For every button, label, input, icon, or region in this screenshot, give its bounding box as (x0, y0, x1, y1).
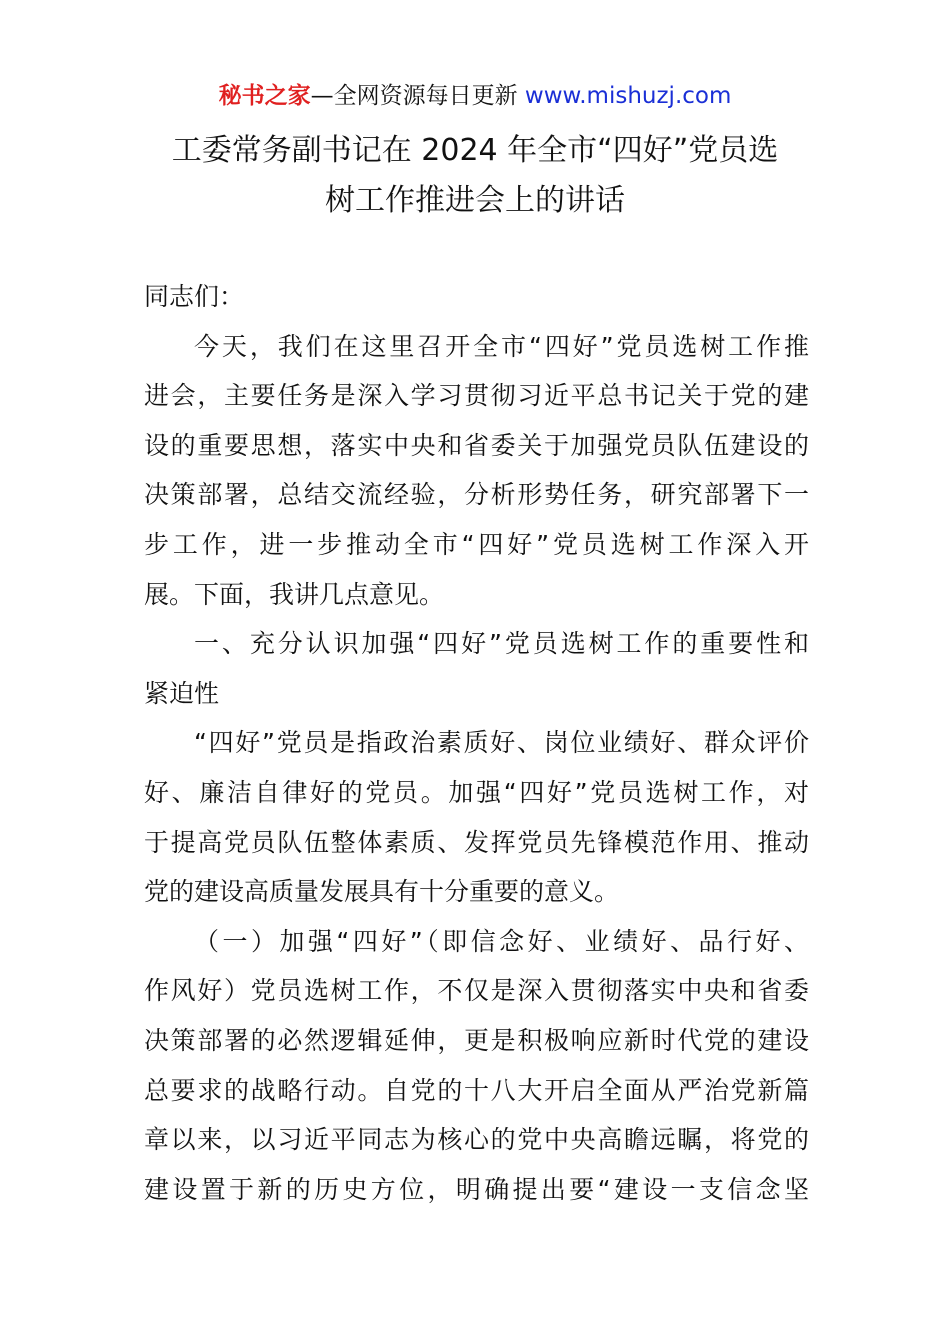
body-line: 建设置于新的历史方位，明确提出要“建设一支信念坚 (144, 1174, 809, 1204)
brand-name: 秘书之家 (218, 83, 311, 109)
body-line: （一）加强“四好”（即信念好、业绩好、品行好、 (194, 926, 809, 956)
body-line: 决策部署，总结交流经验，分析形势任务，研究部署下一 (144, 480, 809, 510)
body-line: 党的建设高质量发展具有十分重要的意义。 (144, 877, 620, 907)
header-tagline: —全网资源每日更新 (310, 83, 518, 109)
body-line: 步工作，进一步推动全市“四好”党员选树工作深入开 (144, 529, 809, 559)
title-line: 工委常务副书记在 2024 年全市“四好”党员选 (171, 133, 779, 168)
title-line: 树工作推进会上的讲话 (325, 183, 625, 218)
body-line: “四好”党员是指政治素质好、岗位业绩好、群众评价 (194, 728, 809, 758)
document-body (144, 272, 809, 1214)
section-heading-line: 紧迫性 (144, 678, 220, 708)
body-line: 设的重要思想，落实中央和省委关于加强党员队伍建设的 (144, 430, 809, 460)
body-line: 作风好）党员选树工作，不仅是深入贯彻落实中央和省委 (144, 976, 809, 1006)
body-line: 决策部署的必然逻辑延伸，更是积极响应新时代党的建设 (144, 1025, 809, 1055)
body-line: 于提高党员队伍整体素质、发挥党员先锋模范作用、推动 (144, 827, 809, 857)
body-line: 好、廉洁自律好的党员。加强“四好”党员选树工作，对 (144, 777, 809, 807)
body-line: 章以来，以习近平同志为核心的党中央高瞻远瞩，将党的 (144, 1125, 809, 1155)
salutation: 同志们： (144, 282, 245, 311)
body-line: 今天，我们在这里召开全市“四好”党员选树工作推 (194, 331, 809, 361)
body-line: 总要求的战略行动。自党的十八大开启全面从严治党新篇 (144, 1075, 809, 1105)
section-heading-line: 一、充分认识加强“四好”党员选树工作的重要性和 (194, 629, 809, 659)
body-line: 展。下面，我讲几点意见。 (144, 579, 445, 609)
body-line: 进会，主要任务是深入学习贯彻习近平总书记关于党的建 (144, 381, 809, 411)
site-header (0, 80, 950, 112)
site-url-link[interactable]: www.mishuzj.com (524, 83, 732, 109)
document-title (120, 126, 830, 226)
